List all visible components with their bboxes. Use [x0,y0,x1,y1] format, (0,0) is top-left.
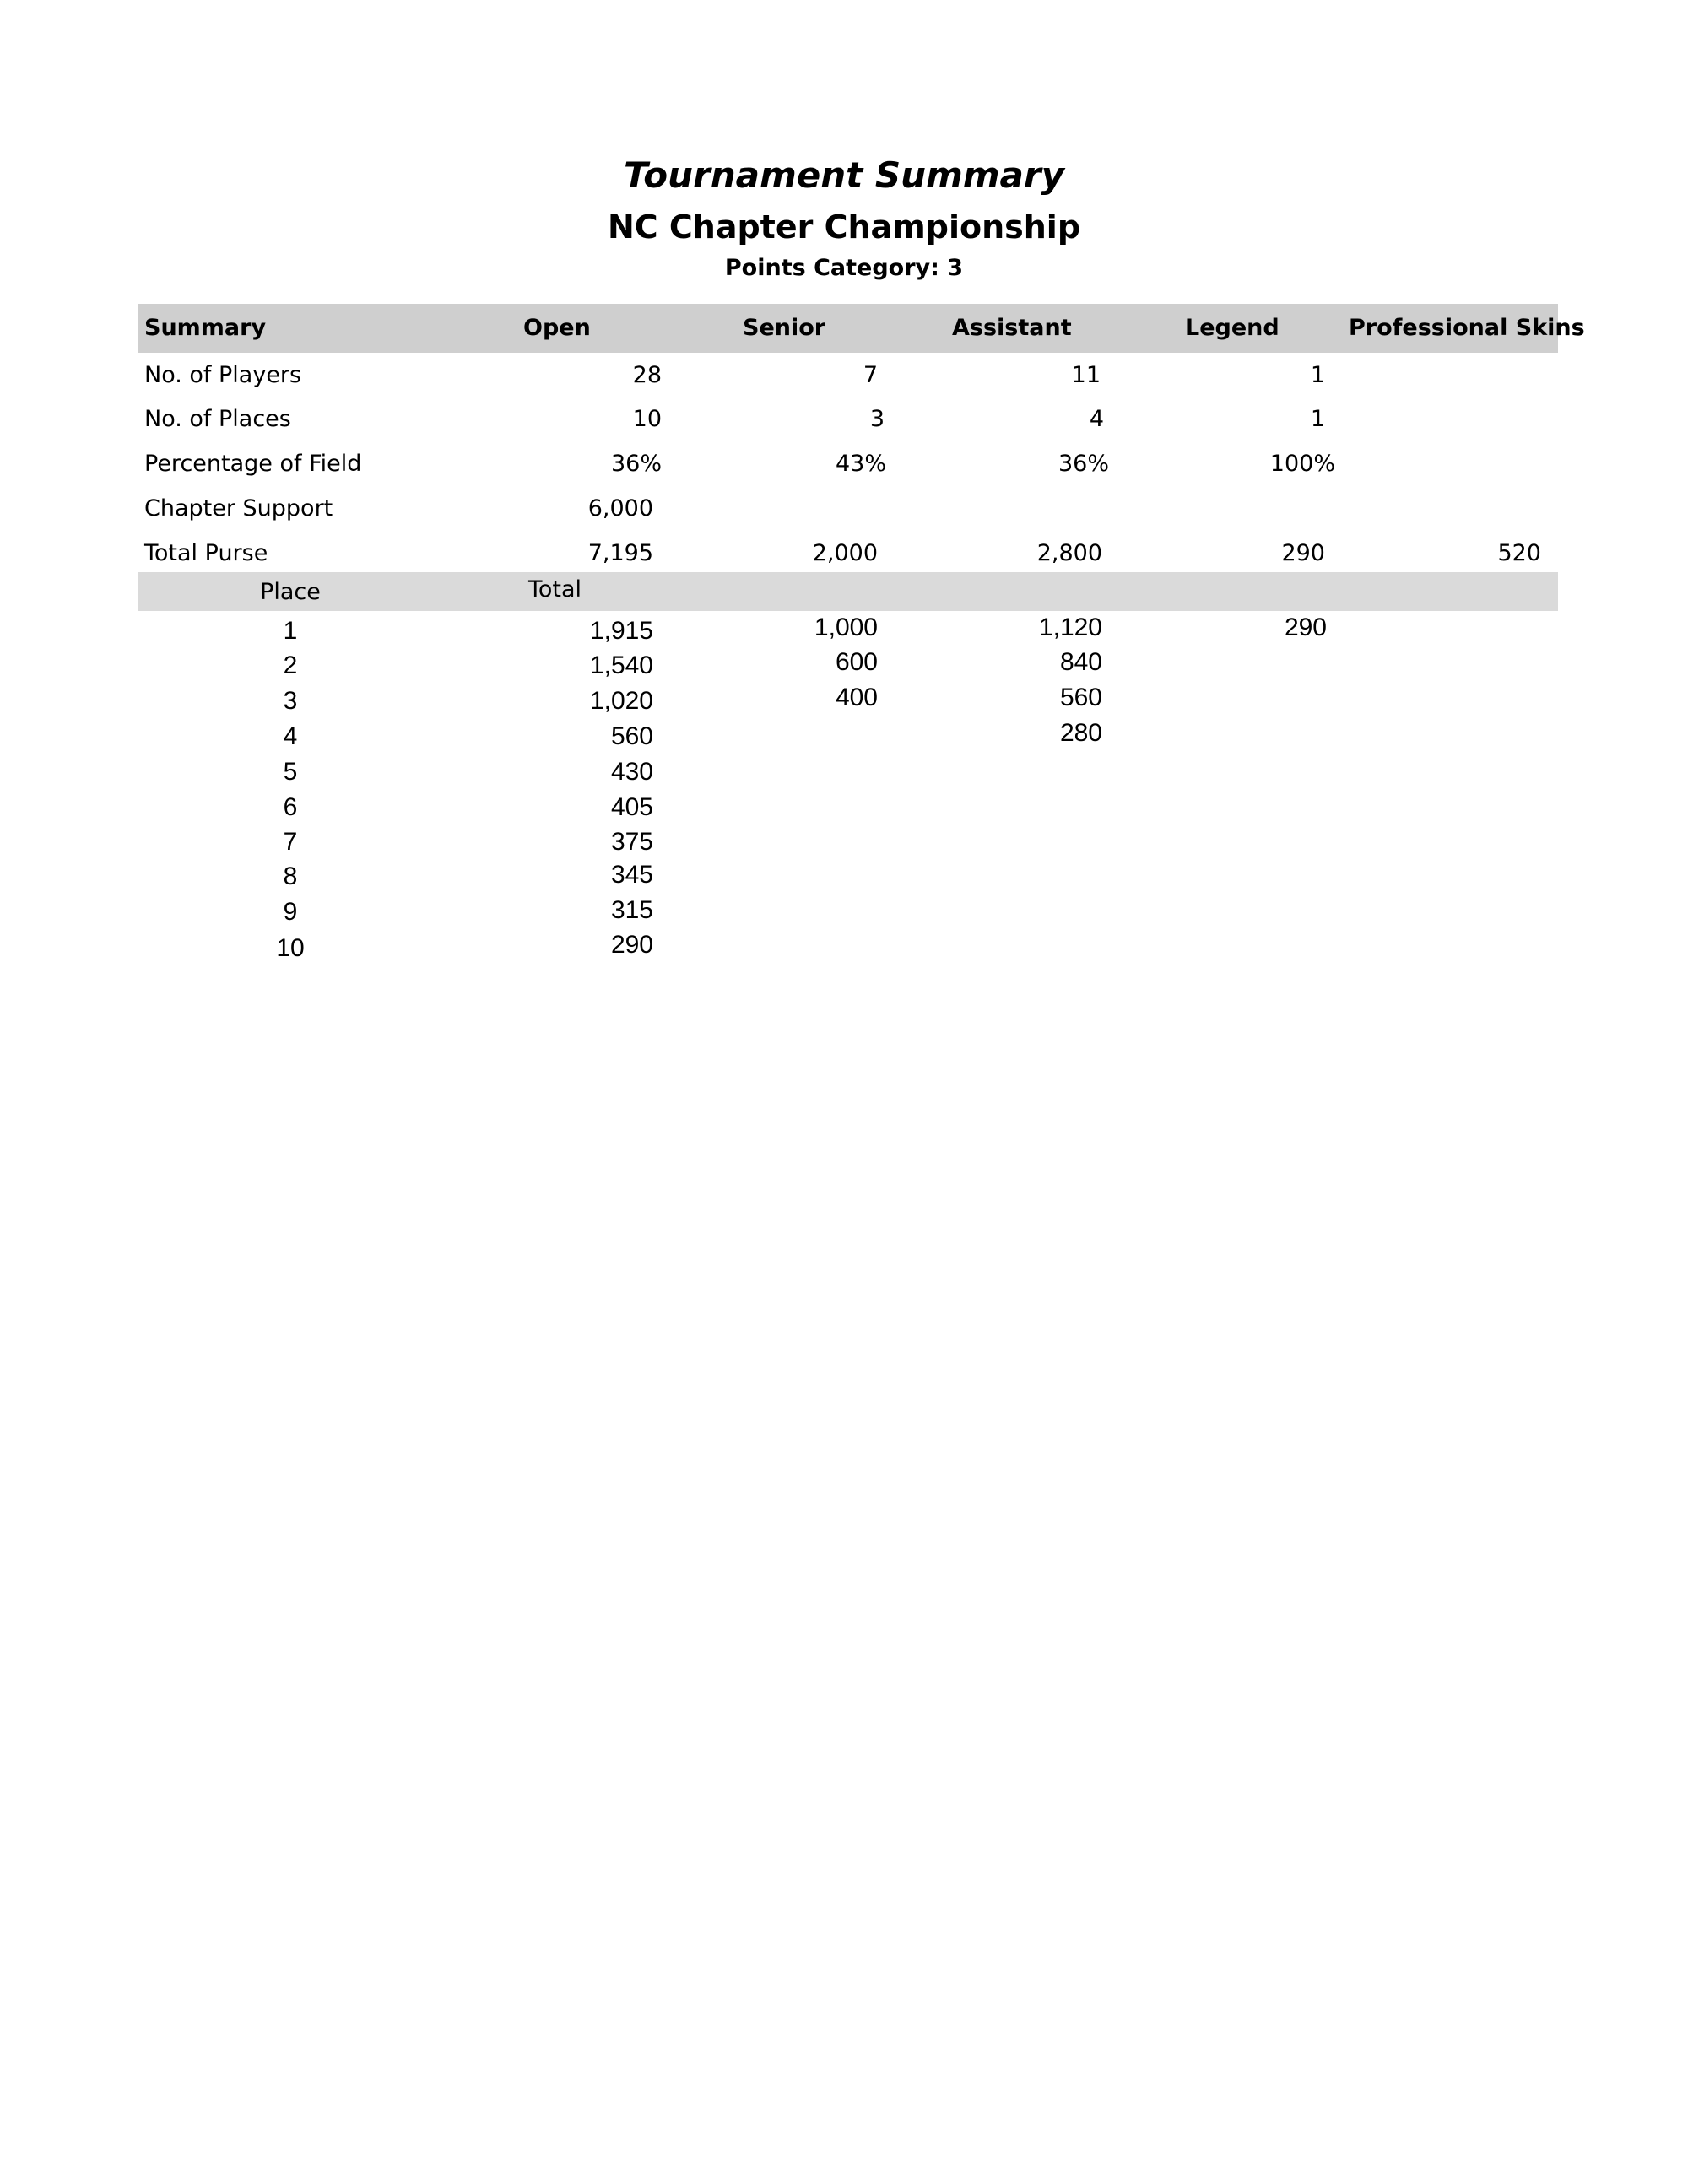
senior-payout: 1,000 [814,614,878,641]
open-payout: 345 [610,861,653,889]
open-payout: 375 [610,828,653,856]
summary-row-label: No. of Players [144,362,302,388]
summary-cell: 2,800 [1036,540,1102,566]
summary-cell: 1 [1310,362,1325,388]
summary-cell: 4 [1089,406,1104,432]
summary-cell: 28 [632,362,662,388]
event-name: NC Chapter Championship [607,208,1081,246]
summary-cell: 36% [610,451,662,477]
summary-cell: 6,000 [587,495,653,522]
summary-cell: 43% [835,451,886,477]
summary-cell: 100% [1269,451,1335,477]
place-number: 3 [283,687,298,715]
place-header-label: Place [260,579,321,605]
summary-row-label: No. of Places [144,406,291,432]
summary-cell: 36% [1058,451,1109,477]
column-header-senior: Senior [743,315,826,341]
place-number: 4 [283,722,298,750]
summary-cell: 520 [1497,540,1541,566]
summary-row-label: Chapter Support [144,495,333,522]
column-header-legend: Legend [1185,315,1280,341]
assistant-payout: 1,120 [1038,614,1102,641]
column-header-professional-skins: Professional Skins [1349,315,1585,341]
open-payout: 430 [610,758,653,786]
column-header-open: Open [523,315,591,341]
open-payout: 315 [610,896,653,924]
open-payout: 1,540 [589,651,653,679]
senior-payout: 600 [835,648,878,676]
page-title: Tournament Summary [624,154,1064,196]
senior-payout: 400 [835,684,878,711]
summary-cell: 11 [1071,362,1101,388]
place-number: 7 [283,828,298,856]
summary-header-label: Summary [144,315,267,341]
place-number: 1 [283,617,298,645]
place-number: 10 [276,934,305,962]
assistant-payout: 560 [1059,684,1102,711]
place-number: 6 [283,793,298,821]
column-header-assistant: Assistant [952,315,1072,341]
summary-cell: 7,195 [587,540,653,566]
summary-cell: 2,000 [812,540,878,566]
summary-cell: 1 [1310,406,1325,432]
points-category: Points Category: 3 [724,255,964,281]
open-payout: 1,020 [589,687,653,715]
assistant-payout: 280 [1059,719,1102,747]
summary-row-label: Percentage of Field [144,451,362,477]
total-header-label: Total [528,576,582,603]
assistant-payout: 840 [1059,648,1102,676]
summary-row-label: Total Purse [144,540,268,566]
place-number: 8 [283,862,298,890]
open-payout: 405 [610,793,653,821]
place-header-band [138,572,1558,611]
open-payout: 290 [610,931,653,959]
open-payout: 1,915 [589,617,653,645]
place-number: 5 [283,758,298,786]
summary-cell: 3 [869,406,885,432]
legend-payout: 290 [1284,614,1327,641]
summary-cell: 290 [1281,540,1325,566]
place-number: 9 [283,898,298,926]
place-number: 2 [283,651,298,679]
summary-cell: 7 [863,362,878,388]
summary-cell: 10 [632,406,662,432]
open-payout: 560 [610,722,653,750]
summary-header-band [138,304,1558,353]
